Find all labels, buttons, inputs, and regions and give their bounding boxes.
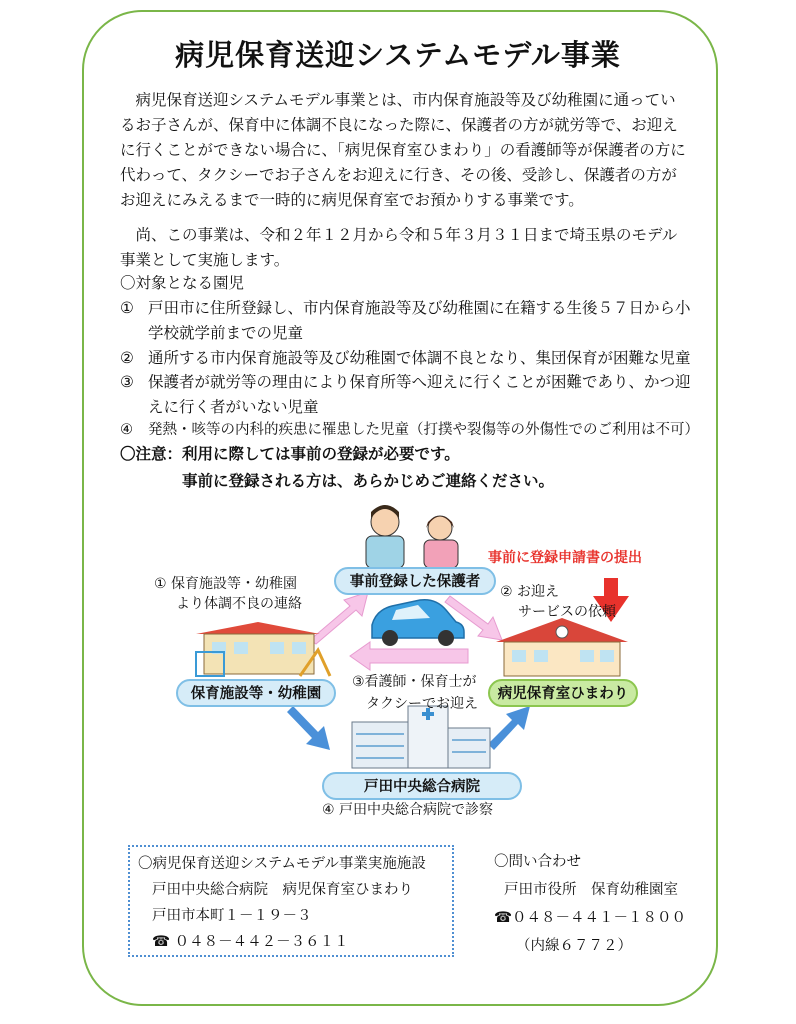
contact-phone: ☎０４８－４４１－１８００ [494,910,687,926]
facility-box [128,845,454,957]
step3-line1: ③看護師・保育士が [352,674,477,690]
sick-room-label: 病児保育室ひまわり [488,679,638,707]
step4-label: ④ 戸田中央総合病院で診察 [322,802,494,818]
step1-line1: ① 保育施設等・幼稚園 [154,576,298,592]
step1-line2: より体調不良の連絡 [176,596,302,612]
item-text: 発熱・咳等の内科的疾患に罹患した児童（打撲や裂傷等の外傷性でのご利用は不可） [148,422,699,438]
registered-parents-label: 事前登録した保護者 [334,567,496,595]
sick-room-illustration [496,618,628,676]
blue-arrow-down-right [287,706,330,750]
facility-phone: ☎ ０４８－４４２－３６１１ [152,934,349,950]
contact-heading: 〇問い合わせ [494,854,581,870]
nursery-illustration [196,622,330,676]
pink-arrow-left [350,642,468,670]
contact-dept: 戸田市役所 保育幼稚園室 [504,882,678,898]
facility-label: 保育施設等・幼稚園 [176,679,336,707]
facility-name: 戸田中央総合病院 病児保育室ひまわり [152,882,413,898]
registration-contact-note: 事前に登録される方は、あらかじめご連絡ください。 [182,472,555,490]
registration-note: 〇注意：利用に際しては事前の登録が必要です。 [120,445,460,463]
item-text: 戸田市に住所登録し、市内保育施設等及び幼稚園に在籍する生後５７日から小学校就学前までの児童 [148,299,691,342]
item-text: 通所する市内保育施設等及び幼稚園で体調不良となり、集団保育が困難な児童 [148,349,691,367]
taxi-car-illustration [372,600,464,646]
parents-illustration [366,505,458,568]
intro-paragraph: 病児保育送迎システムモデル事業とは、市内保育施設等及び幼稚園に通っているお子さんが、保育中に体調不良になった際に、保護者の方が就労等で、お迎えに行くことができない場合に、「病児保育室ひまわり」の看護師等が保護者の方に代わって、タクシーでお子さんをお迎えに行き、その後、受診し、保護者の方がお迎えにみえるまで一時的に病児保育室でお預かりする事業です。 [120,91,686,209]
pink-arrow-up [310,592,368,644]
item-text: 保護者が就労等の理由により保育所等へ迎えに行くことが困難であり、かつ迎えに行く者がいない児童 [148,373,691,416]
target-heading: 〇対象となる園児 [120,274,245,292]
item-number: ④ [120,422,133,438]
application-note: 事前に登録申請書の提出 [488,550,642,566]
item-number: ③ [120,373,134,391]
period-paragraph: 尚、この事業は、令和２年１２月から令和５年３月３１日まで埼玉県のモデル事業として実施します。 [120,226,678,269]
hospital-illustration [352,706,490,768]
contact-extension: （内線６７７２） [516,938,632,954]
facility-box-heading: 〇病児保育送迎システムモデル事業実施施設 [138,856,426,872]
facility-address: 戸田市本町１－１９－３ [152,908,312,924]
step2-line2: サービスの依頼 [518,604,616,620]
item-number: ① [120,299,134,317]
item-number: ② [120,349,134,367]
hospital-label: 戸田中央総合病院 [322,772,522,800]
page-title: 病児保育送迎システムモデル事業 [175,38,621,72]
step2-line1: ② お迎え [500,584,560,600]
step3-line2: タクシーでお迎え [366,696,478,712]
blue-arrow-up-right [488,706,530,750]
